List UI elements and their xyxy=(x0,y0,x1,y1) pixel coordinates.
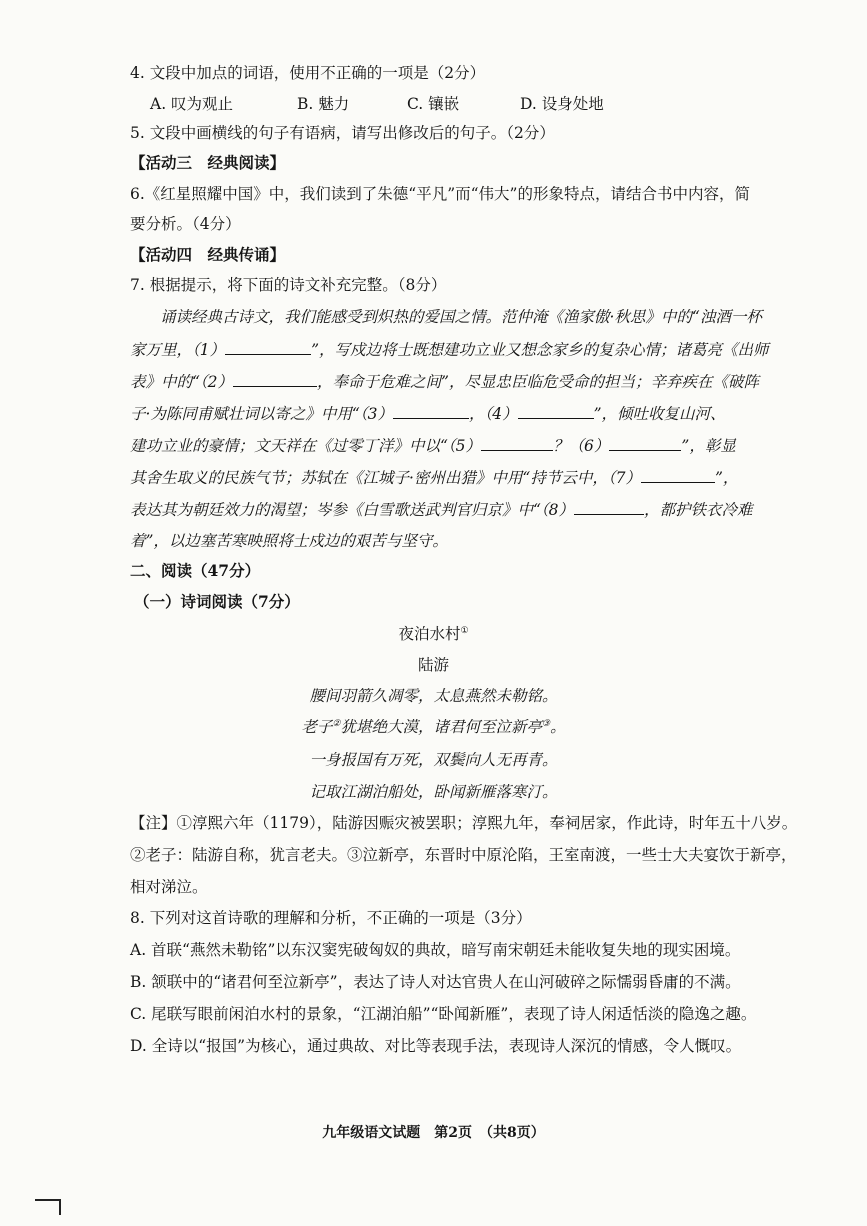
q4-options xyxy=(150,92,604,114)
q4-option-b: B. 魅力 xyxy=(297,95,350,113)
poem-note-line2: ②老子：陆游自称，犹言老夫。③泣新亭，东晋时中原沦陷，王室南渡，一些士大夫宴饮于新亭， xyxy=(130,846,797,864)
poem-line-3: 一身报国有万死，双鬓向人无再青。 xyxy=(309,751,558,769)
q4-option-c: C. 镶嵌 xyxy=(407,95,460,113)
poem-author: 陆游 xyxy=(417,656,449,674)
poem-title-text: 夜泊水村 xyxy=(398,625,461,643)
q7-body-line2 xyxy=(130,338,769,361)
fill-blank-2[interactable] xyxy=(233,370,317,387)
q7-body-line1: 诵读经典古诗文，我们能感受到炽热的爱国之情。范仲淹《渔家傲·秋思》中的“浊酒一杯 xyxy=(160,308,762,326)
poem-line-1: 腰间羽箭久凋零，太息燕然未勒铭。 xyxy=(309,687,558,705)
q7-body-line8: 着”，以边塞苦寒映照将士戍边的艰苦与坚守。 xyxy=(130,532,448,550)
q7-body-line5 xyxy=(130,434,736,457)
q7-text: ，都护铁衣冷难 xyxy=(644,501,753,519)
q7-stem: 7. 根据提示，将下面的诗文补充完整。（8分） xyxy=(130,276,447,294)
corner-mark xyxy=(35,1199,61,1215)
q7-text: 建功立业的豪情；文天祥在《过零丁洋》中以“（5） xyxy=(130,437,482,455)
fill-blank-5[interactable] xyxy=(481,434,553,451)
q8-option-c: C. 尾联写眼前闲泊水村的景象，“江湖泊船”“卧闻新雁”，表现了诗人闲适恬淡的隐逸之趣。 xyxy=(130,1005,757,1023)
poem-text: 犹堪绝大漠，诸君何至泣新亭 xyxy=(340,718,542,736)
q7-text: 其舍生取义的民族气节；苏轼在《江城子·密州出猎》中用“持节云中，（7） xyxy=(130,469,641,487)
q8-stem: 8. 下列对这首诗歌的理解和分析，不正确的一项是（3分） xyxy=(130,909,532,927)
footnote-marker: ① xyxy=(460,625,469,636)
footnote-marker: ③ xyxy=(542,718,551,729)
fill-blank-4[interactable] xyxy=(518,402,594,419)
activity3-heading: 【活动三 经典阅读】 xyxy=(130,153,286,172)
q7-body-line4 xyxy=(130,402,726,425)
q7-text: ？（6） xyxy=(553,437,610,455)
q7-body-line7 xyxy=(130,498,753,521)
poem-note-line3: 相对涕泣。 xyxy=(130,878,208,896)
fill-blank-8[interactable] xyxy=(574,498,644,515)
poem-note-line1: 【注】①淳熙六年（1179），陆游因赈灾被罢职；淳熙九年，奉祠居家，作此诗，时年五十八岁。 xyxy=(130,814,798,832)
q7-text: ”， xyxy=(714,469,739,487)
fill-blank-6[interactable] xyxy=(609,434,681,451)
q6-line2: 要分析。（4分） xyxy=(130,215,241,233)
q5-stem: 5. 文段中画横线的句子有语病，请写出修改后的句子。（2分） xyxy=(130,124,555,142)
q7-body-line6 xyxy=(130,466,738,489)
q7-body-line3 xyxy=(130,370,759,393)
q8-option-a: A. 首联“燕然未勒铭”以东汉窦宪破匈奴的典故，暗写南宋朝廷未能收复失地的现实困境。 xyxy=(130,941,741,959)
q4-stem: 4. 文段中加点的词语，使用不正确的一项是（2分） xyxy=(130,64,486,82)
q8-option-d: D. 全诗以“报国”为核心，通过典故、对比等表现手法，表现诗人深沉的情感，令人慨叹。 xyxy=(130,1037,742,1055)
fill-blank-7[interactable] xyxy=(641,466,715,483)
section2-heading: 二、阅读（47分） xyxy=(130,561,261,580)
q7-text: ”，写戍边将士既想建功立业又想念家乡的复杂心情；诸葛亮《出师 xyxy=(311,341,769,359)
q7-text: ”，倾吐收复山河、 xyxy=(593,405,726,423)
q7-text: 子·为陈同甫赋壮词以寄之》中用“（3） xyxy=(130,405,393,423)
poem-title xyxy=(0,622,867,644)
subsection1-heading: （一）诗词阅读（7分） xyxy=(134,592,300,611)
q7-text: ，（4） xyxy=(468,405,518,423)
page-footer: 九年级语文试题 第2页 （共8页） xyxy=(322,1125,545,1141)
poem-text: 老子 xyxy=(301,718,333,736)
q7-text: 表》中的“（2） xyxy=(130,373,234,391)
poem-text: 。 xyxy=(550,718,566,736)
poem-line-2 xyxy=(0,715,867,737)
fill-blank-3[interactable] xyxy=(393,402,469,419)
activity4-heading: 【活动四 经典传诵】 xyxy=(130,245,286,264)
q7-text: ，奉命于危难之间”，尽显忠臣临危受命的担当；辛弃疾在《破阵 xyxy=(317,373,759,391)
fill-blank-1[interactable] xyxy=(225,338,311,355)
q8-option-b: B. 颔联中的“诸君何至泣新亭”，表达了诗人对达官贵人在山河破碎之际懦弱昏庸的不满。 xyxy=(130,973,741,991)
q7-text: 家万里，（1） xyxy=(130,341,226,359)
poem-line-4: 记取江湖泊船处，卧闻新雁落寒汀。 xyxy=(309,783,558,801)
q6-line1: 6.《红星照耀中国》中，我们读到了朱德“平凡”而“伟大”的形象特点，请结合书中内容，简 xyxy=(130,185,750,203)
q7-text: ”，彰显 xyxy=(681,437,736,455)
q4-option-a: A. 叹为观止 xyxy=(150,95,234,113)
q7-text: 表达其为朝廷效力的渴望；岑参《白雪歌送武判官归京》中“（8） xyxy=(130,501,575,519)
q4-option-d: D. 设身处地 xyxy=(520,95,604,113)
footnote-marker: ② xyxy=(332,718,341,729)
